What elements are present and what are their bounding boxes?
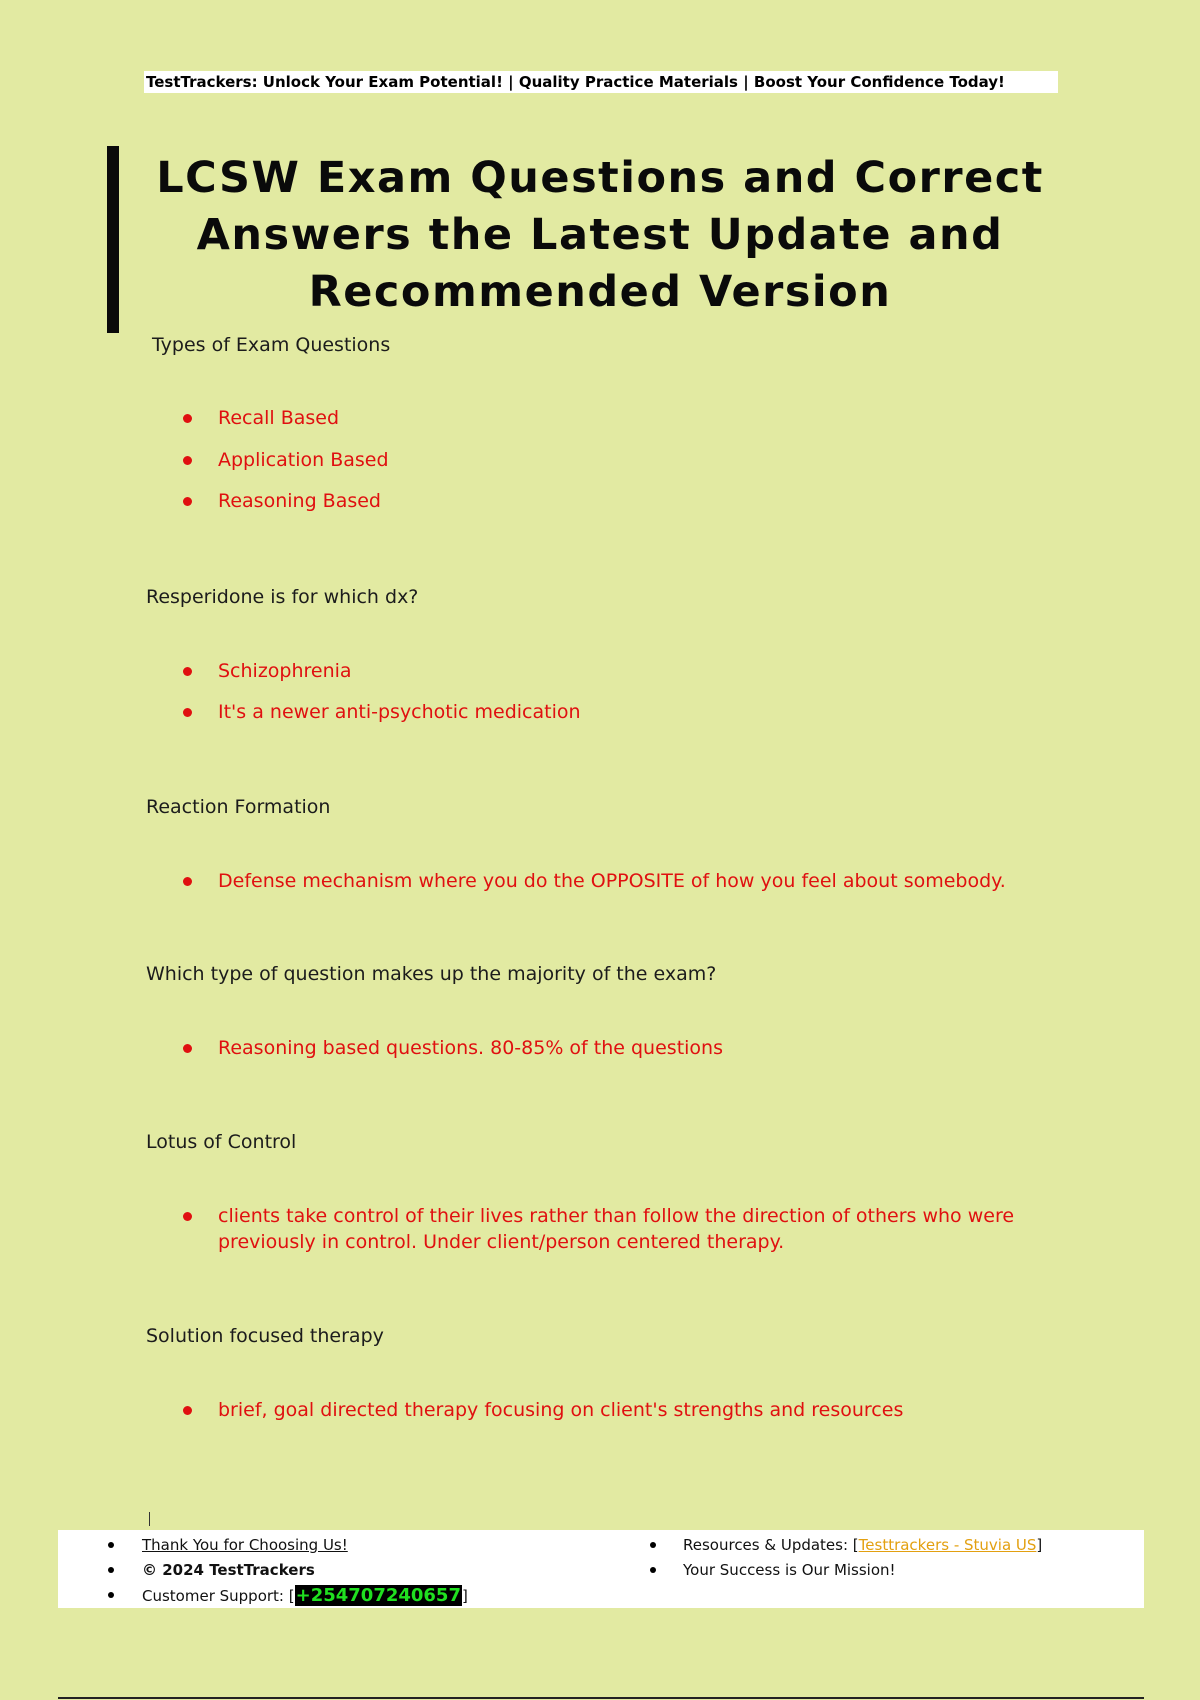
footer-item-support [58, 1583, 468, 1609]
footer-item-resources [603, 1533, 1042, 1558]
answer-item [0, 1035, 1200, 1061]
answer-list [0, 1203, 1200, 1255]
bullet-icon [108, 1542, 114, 1548]
bottom-divider [58, 1697, 1144, 1699]
title-line-2: Answers the Latest Update and [196, 210, 1004, 260]
answer-item [0, 699, 1200, 725]
footer-item-thank-you [58, 1533, 468, 1558]
answer-list [0, 1397, 1200, 1423]
answer-item [0, 405, 1200, 431]
resources-label: Resources & Updates: [ [683, 1536, 859, 1554]
title-line-3: Recommended Version [308, 267, 892, 317]
bullet-icon [183, 1212, 192, 1221]
question-text: Resperidone is for which dx? [146, 586, 419, 608]
answer-list [0, 658, 1200, 725]
bullet-icon [650, 1542, 656, 1548]
answer-text: Reasoning Based [218, 490, 381, 512]
bullet-icon [183, 1044, 192, 1053]
bullet-icon [650, 1567, 656, 1573]
copyright-text: © 2024 TestTrackers [142, 1561, 315, 1579]
mission-text: Your Success is Our Mission! [683, 1561, 896, 1579]
answer-item [0, 488, 1200, 514]
support-label: Customer Support: [ [142, 1587, 295, 1605]
answer-text: Schizophrenia [218, 660, 352, 682]
footer [58, 1530, 1144, 1608]
answer-text: Reasoning based questions. 80-85% of the questions [218, 1037, 723, 1059]
title-line-1: LCSW Exam Questions and Correct [156, 153, 1044, 203]
question-text: Reaction Formation [146, 796, 331, 818]
bullet-icon [183, 1406, 192, 1415]
bullet-icon [183, 877, 192, 886]
bullet-icon [108, 1567, 114, 1573]
footer-item-copyright [58, 1558, 468, 1583]
header-banner: TestTrackers: Unlock Your Exam Potential! | Quality Practice Materials | Boost Your Confidence Today! [144, 71, 1058, 93]
answer-list [0, 868, 1200, 894]
support-close: ] [461, 1587, 468, 1605]
footer-item-mission [603, 1558, 1042, 1583]
thank-you-text: Thank You for Choosing Us! [142, 1536, 348, 1554]
bullet-icon [183, 667, 192, 676]
bullet-icon [183, 414, 192, 423]
bullet-icon [183, 456, 192, 465]
bullet-icon [183, 497, 192, 506]
answer-text: brief, goal directed therapy focusing on client's strengths and resources [218, 1399, 904, 1421]
answer-item [0, 1397, 1200, 1423]
question-text: Lotus of Control [146, 1131, 297, 1153]
title-accent-bar [107, 146, 119, 333]
answer-text: Defense mechanism where you do the OPPOSITE of how you feel about somebody. [218, 870, 1006, 892]
answer-list [0, 1035, 1200, 1061]
document-title [140, 150, 1060, 321]
answer-text: clients take control of their lives rather than follow the direction of others who were previously in control. Under client/person centered therapy. [218, 1205, 1015, 1253]
answer-text: Recall Based [218, 407, 340, 429]
text-cursor-mark [149, 1512, 150, 1526]
answer-text: Application Based [218, 449, 389, 471]
question-text: Solution focused therapy [146, 1325, 384, 1347]
bullet-icon [183, 708, 192, 717]
question-text: Which type of question makes up the majority of the exam? [146, 963, 717, 985]
answer-item [0, 658, 1200, 684]
answer-item [0, 447, 1200, 473]
answer-list [0, 405, 1200, 514]
footer-left-list [58, 1533, 468, 1609]
answer-item [0, 868, 1200, 894]
question-text: Types of Exam Questions [152, 334, 391, 356]
support-phone-link[interactable]: +254707240657 [295, 1585, 461, 1606]
resources-close: ] [1036, 1536, 1043, 1554]
bullet-icon [108, 1592, 114, 1598]
answer-item [0, 1203, 1200, 1255]
footer-right-list [603, 1533, 1042, 1583]
resources-link[interactable]: Testtrackers - Stuvia US [858, 1536, 1037, 1554]
answer-text: It's a newer anti-psychotic medication [218, 701, 581, 723]
